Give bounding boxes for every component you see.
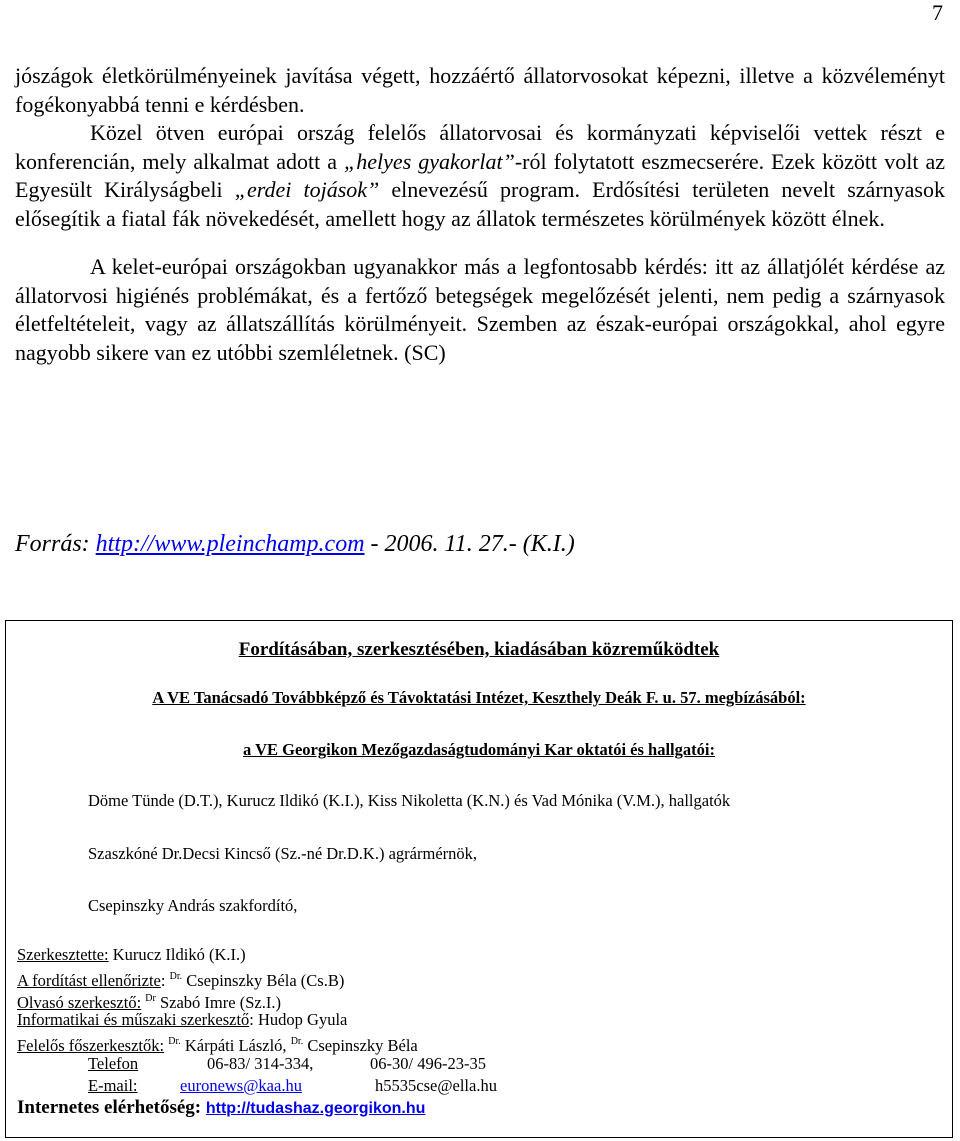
internet-link[interactable]: http://tudashaz.georgikon.hu [205,1099,426,1117]
article-body [15,62,945,367]
checked-separator: : [160,970,170,990]
email-link-1[interactable]: euronews@kaa.hu [180,1075,302,1095]
paragraph-1: jószágok életkörülményeinek javítása végett, hozzáértő állatorvosokat képezni, illetve a közvéleményt fogékonyabbá tenni e kérdésben. [15,63,945,117]
term-good-practice: „helyes gyakorlat” [344,148,515,174]
institute-line: A VE Tanácsadó Továbbképző és Távoktatási Intézet, Keszthely Deák F. u. 57. megbízásából: [152,688,806,707]
it-value: : Hudop Gyula [249,1010,348,1030]
source-date: - 2006. 11. 27.- (K.I.) [364,531,575,557]
chief-title-1: Dr. [168,1036,181,1048]
edited-label: Szerkesztette: [17,945,109,964]
chief-editors [17,1031,497,1056]
credits-heading: Fordításában, szerkesztésében, kiadásában közreműködtek [238,639,720,660]
chief-title-2: Dr. [290,1036,304,1048]
phone-row [17,1053,497,1075]
translator-line: Csepinszky András szakfordító, [88,896,298,915]
it-editor [17,1009,497,1031]
engineer-line: Szaszkóné Dr.Decsi Kincső (Sz.-né Dr.D.K.) agrármérnök, [88,844,478,863]
edited-value: Kurucz Ildikó (K.I.) [108,945,246,964]
page-number: 7 [932,0,943,25]
phone-1: 06-83/ 314-334, [207,1053,314,1073]
chief-name-2: Csepinszky Béla [303,1036,418,1056]
edited-by [17,944,497,966]
internet-label: Internetes elérhetőség: [17,1096,202,1118]
paragraph-2-text-a: Közel ötven európai ország felelős állatorvosai és kormányzati képviselői vettek részt e konferencián, mely alkalmat adott a [15,120,945,174]
checked-by [17,966,497,988]
checked-label: A fordítást ellenőrizte [17,970,161,990]
source-link[interactable]: http://www.pleinchamp.com [95,531,365,557]
proof-value: Szabó Imre (Sz.I.) [155,992,281,1012]
faculty-line: a VE Georgikon Mezőgazdaságtudományi Kar oktatói és hallgatói: [243,740,715,759]
chief-label: Felelős főszerkesztők: [17,1036,165,1056]
phone-2: 06-30/ 496-23-35 [370,1053,486,1073]
internet-row [17,1097,497,1119]
students-line: Döme Tünde (D.T.), Kurucz Ildikó (K.I.), Kiss Nikoletta (K.N.) és Vad Mónika (V.M.), hallgatók [88,791,731,810]
email-2: h5535cse@ella.hu [375,1075,497,1095]
it-label: Informatikai és műszaki szerkesztő [17,1010,250,1030]
term-forest-eggs: „erdei tojások” [234,177,380,202]
checked-title: Dr. [169,970,183,982]
source-line [15,531,575,558]
paragraph-2-text-c: elnevezésű program. Erdősítési területen nevelt szárnyasok elősegítik a fiatal fák növekedését, amellett hogy az állatok természetes körülmények között élnek. [15,177,945,231]
email-label: E-mail: [88,1075,138,1095]
paragraph-2-text-b: -ról folytatott eszmecserére. Ezek között volt az Egyesült Királyságbeli [15,148,946,202]
phone-label: Telefon [88,1053,139,1073]
paragraph-2 [15,119,945,233]
chief-name-1: Kárpáti László, [180,1036,291,1056]
credits-box [5,620,953,1138]
email-row [17,1075,497,1097]
paragraph-3: A kelet-európai országokban ugyanakkor más a legfontosabb kérdés: itt az állatjólét kérdése az állatorvosi higiénés problémákat, és a fertőző betegségek megelőzését jelenti, nem pedig a szárnyasok életfeltételeit, vagy az állatszállítás körülményeit. Szemben az észak-európai országokkal, ahol egyre nagyobb sikere van ez utóbbi szemléletnek. (SC) [15,254,945,365]
proof-reader [17,988,497,1010]
checked-value: Csepinszky Béla (Cs.B) [182,970,345,990]
proof-title: Dr [145,992,156,1004]
proof-label: Olvasó szerkesztő: [17,992,142,1012]
staff-list [17,944,497,1118]
source-prefix: Forrás: [15,531,96,557]
